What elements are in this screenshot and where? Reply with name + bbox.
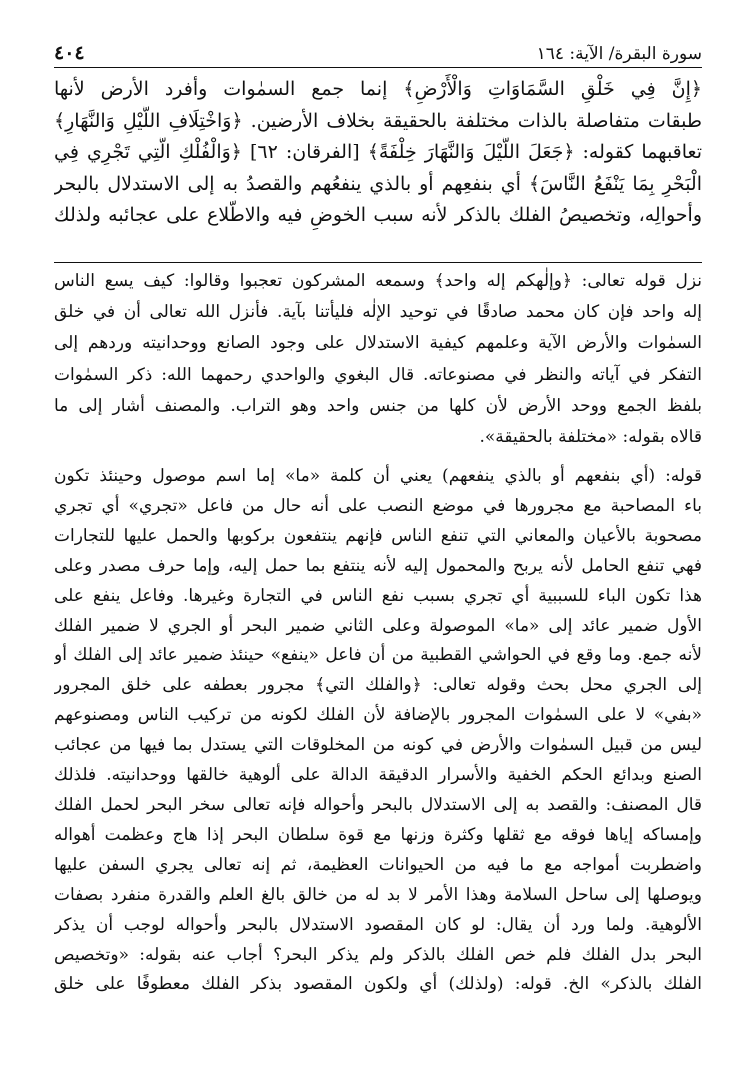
main-line: طبقات متفاصلة بالذات مختلفة بالحقيقة بخلاف الأرضين. ﴿وَاخْتِلَافِ اللَّيْلِ وَالنَّهَارِ﴾ (54, 109, 702, 132)
note-line: إله واحد فإن كان محمد صادقًا في توحيد الإلٰه فليأتنا بآية. فأنزل الله تعالى أن في خلق (54, 302, 702, 323)
note-line: البحر بدل الفلك فلم خص الفلك بالذكر ولم يذكر البحر؟ أجاب عنه بقوله: «وتخصيص (54, 944, 702, 965)
note-line: بلفظ الجمع ووحد الأرض لأن كلها من جنس واحد وهو التراب. والمصنف أشار إلى ما (54, 395, 702, 416)
surah-title: سورة البقرة/ الآية: ١٦٤ (536, 44, 702, 64)
note-line: الأول ضمير عائد إلى «ما» الموصولة وعلى الثاني ضمير البحر أو الجري لا ضمير الفلك (54, 615, 702, 636)
header-rule (54, 67, 702, 68)
note-line: مصحوبة بالأعيان والمعاني التي تنفع الناس فإنهم ينتفعون بركوبها والحمل عليها للتجارات (54, 525, 702, 546)
footnote-separator (54, 262, 702, 263)
note-line: قال المصنف: والقصد به إلى الاستدلال بالبحر وأحواله فإنه تعالى سخر البحر لحمل الفلك (54, 794, 702, 815)
note-line: هذا تكون الباء للسببية أي تجري بسبب نفع الناس في التجارة وغيرها. وفاعل ينفع على (54, 585, 702, 606)
note-line: السمٰوات والأرض الآية وعلمهم كيفية الاستدلال على وجود الصانع ووحدانيته وردهم إلى (54, 333, 702, 354)
note-line: الفلك بالذكر» الخ. قوله: (ولذلك) أي ولكون المقصود بذكر الفلك معطوفًا على خلق (54, 974, 702, 995)
main-line: وأحوالِه، وتخصيصُ الفلك بالذكر لأنه سبب الخوضِ فيه والاطّلاع على عجائبه ولذلك (54, 204, 702, 226)
note-line: ويوصلها إلى ساحل السلامة وهذا الأمر لا بد له من خالق بالغ العلم والقدرة منفرد بصفات (54, 884, 702, 905)
note-line: الألوهية. ولما ورد أن يقال: لو كان المقصود الاستدلال بالبحر وأحواله لوجب أن يذكر (54, 914, 702, 935)
note-line: قوله: (أي بنفعهم أو بالذي ينفعهم) يعني أن كلمة «ما» إما اسم موصول وحينئذ تكون (54, 466, 702, 486)
main-line: ﴿إِنَّ فِي خَلْقِ السَّمَاوَاتِ وَالْأَرْضِ﴾ إنما جمع السمٰوات وأفرد الأرض لأنها (54, 78, 702, 100)
page-header (54, 34, 702, 64)
note-line: نزل قوله تعالى: ﴿وإلٰهكم إله واحد﴾ وسمعه المشركون تعجبوا وقالوا: كيف يسع الناس (54, 271, 702, 291)
main-line: الْبَحْرِ بِمَا يَنْفَعُ النَّاسَ﴾ أي بنفعِهم أو بالذي ينفعُهم والقصدُ به إلى الاستدلال بالبحر (54, 172, 702, 195)
footnote-block-2 (54, 462, 702, 1000)
note-line: قالاه بقوله: «مختلفة بالحقيقة». (479, 427, 702, 448)
note-line: لأنه جمع. وما وقع في الحواشي القطبية من أن فاعل «ينفع» حينئذ ضمير عائد إلى الفلك أو (54, 645, 702, 666)
note-line: وإمساكه إياها فوقه مع ثقلها وكثرة وزنها مع قوة سلطان البحر إذا هاج وعظمت أهواله (54, 824, 702, 845)
note-line: واضطربت أمواجه مع ما فيه من الحيوانات العظيمة، ثم إنه تعالى يجري السفن عليها (54, 854, 702, 875)
note-line: الصنع وبدائع الحكم الخفية والأسرار الدقيقة الدالة على ألوهية خالقها ووحدانيته. فلذلك (54, 765, 702, 786)
note-line: إلى الجري محل بحث وقوله تعالى: ﴿والفلك التي﴾ مجرور بعطفه على خلق المجرور (54, 675, 702, 696)
note-line: فهي تنفع الحامل لأنه يربح والمحمول إليه لأنه ينتفع بما حمل إليه، وإما حرف مصدر وعلى (54, 555, 702, 576)
note-line: التفكر في آياته والنظر في مصنوعاته. قال البغوي والواحدي رحمهما الله: ذكر السمٰوات (54, 364, 702, 385)
note-line: «بفي» لا على السمٰوات المجرور بالإضافة لأن الفلك لكونه من تركيب الناس ومصنوعهم (54, 705, 702, 726)
note-line: باء المصاحبة مع مجرورها في موضع النصب على أنه حال من فاعل «تجري» أي تجري (54, 495, 702, 516)
footnote-block-1 (54, 266, 702, 453)
page-number: ٤٠٤ (54, 42, 85, 64)
main-line: تعاقبهما كقوله: ﴿جَعَلَ اللَّيْلَ وَالنَّهَارَ خِلْفَةً﴾ [الفرقان: ٦٢] ﴿وَالْفُلْكِ الَّتِي تَجْرِي فِي (54, 141, 702, 163)
note-line: ليس من قبيل السمٰوات والأرض في كونه من المخلوقات التي يستدل بما فيها من عجائب (54, 735, 702, 756)
main-commentary (54, 74, 702, 232)
